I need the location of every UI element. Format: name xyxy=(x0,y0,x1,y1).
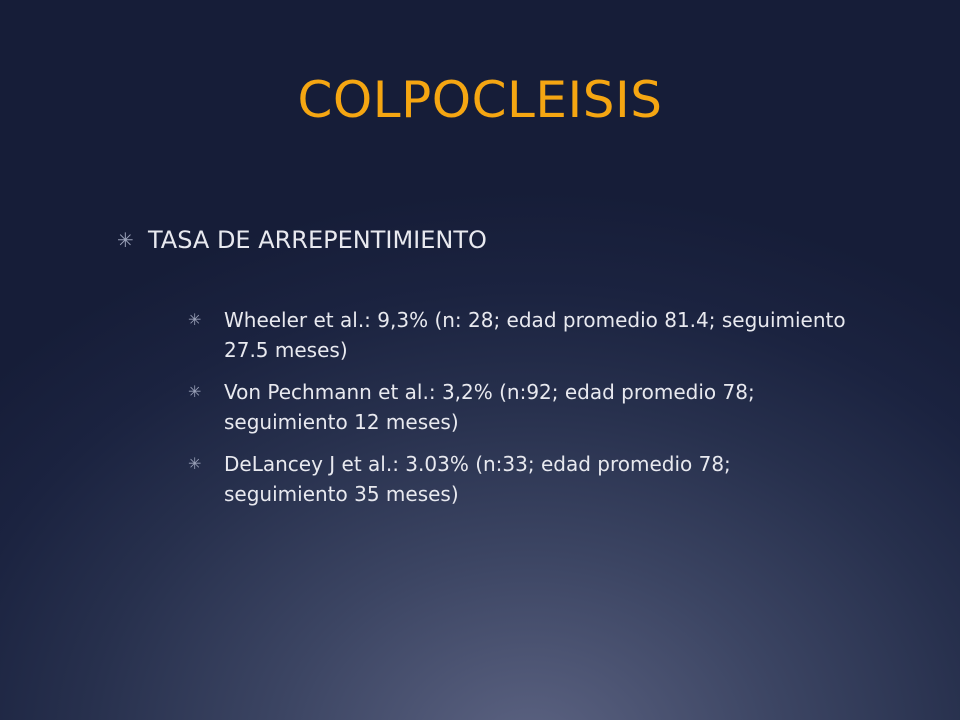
sub-bullet-item xyxy=(188,377,848,437)
asterisk-bullet-icon: ✳ xyxy=(188,382,202,401)
asterisk-bullet-icon: ✳ xyxy=(188,454,202,473)
main-bullet-text: TASA DE ARREPENTIMIENTO xyxy=(148,226,487,254)
sub-bullet-item xyxy=(188,305,848,365)
sub-bullet-list xyxy=(188,305,848,521)
sub-bullet-text: Wheeler et al.: 9,3% (n: 28; edad promedio 81.4; seguimiento 27.5 meses) xyxy=(224,308,846,362)
sub-bullet-text: Von Pechmann et al.: 3,2% (n:92; edad promedio 78; seguimiento 12 meses) xyxy=(224,380,755,434)
main-bullet xyxy=(117,222,877,262)
asterisk-bullet-icon: ✳ xyxy=(117,228,134,252)
asterisk-bullet-icon: ✳ xyxy=(188,310,202,329)
sub-bullet-item xyxy=(188,449,848,509)
slide-title: COLPOCLEISIS xyxy=(297,71,663,129)
sub-bullet-text: DeLancey J et al.: 3.03% (n:33; edad promedio 78; seguimiento 35 meses) xyxy=(224,452,731,506)
